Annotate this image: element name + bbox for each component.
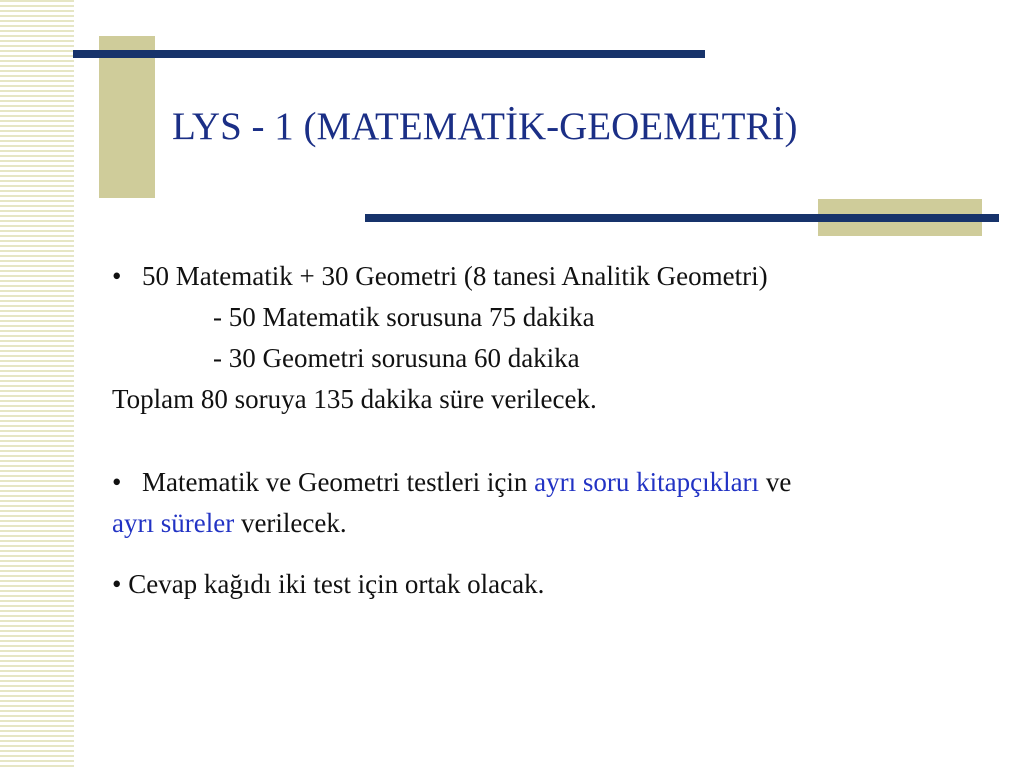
bullet-marker: •	[112, 569, 129, 599]
bullet-text: Matematik ve Geometri testleri için	[142, 467, 535, 497]
sub-point-1: - 50 Matematik sorusuna 75 dakika	[213, 302, 595, 332]
highlight-text: ayrı süreler	[112, 508, 235, 538]
highlight-text: ayrı soru kitapçıkları	[534, 467, 760, 497]
bullet-point-1	[112, 256, 992, 297]
slide-title: LYS - 1 (MATEMATİK-GEOEMETRİ)	[172, 105, 798, 148]
spacer	[112, 420, 992, 462]
bullet-marker: •	[112, 261, 122, 291]
bullet-point-2	[112, 462, 992, 503]
olive-block-top	[99, 36, 155, 198]
bullet-text: ve	[759, 467, 792, 497]
bullet-text: 50 Matematik + 30 Geometri (8 tanesi Analitik Geometri)	[142, 261, 768, 291]
bottom-rule	[365, 214, 999, 222]
spacer	[112, 544, 992, 564]
total-line: Toplam 80 soruya 135 dakika süre verilecek.	[112, 384, 597, 414]
sub-point-2: - 30 Geometri sorusuna 60 dakika	[213, 343, 580, 373]
bullet-point-2-continued	[112, 503, 992, 544]
slide-body	[112, 256, 992, 605]
bullet-marker: •	[112, 467, 122, 497]
top-rule	[73, 50, 705, 58]
left-stripe-decoration	[0, 0, 74, 768]
bullet-text: Cevap kağıdı iki test için ortak olacak.	[128, 569, 545, 599]
bullet-text: verilecek.	[234, 508, 347, 538]
bullet-point-3	[112, 564, 992, 605]
